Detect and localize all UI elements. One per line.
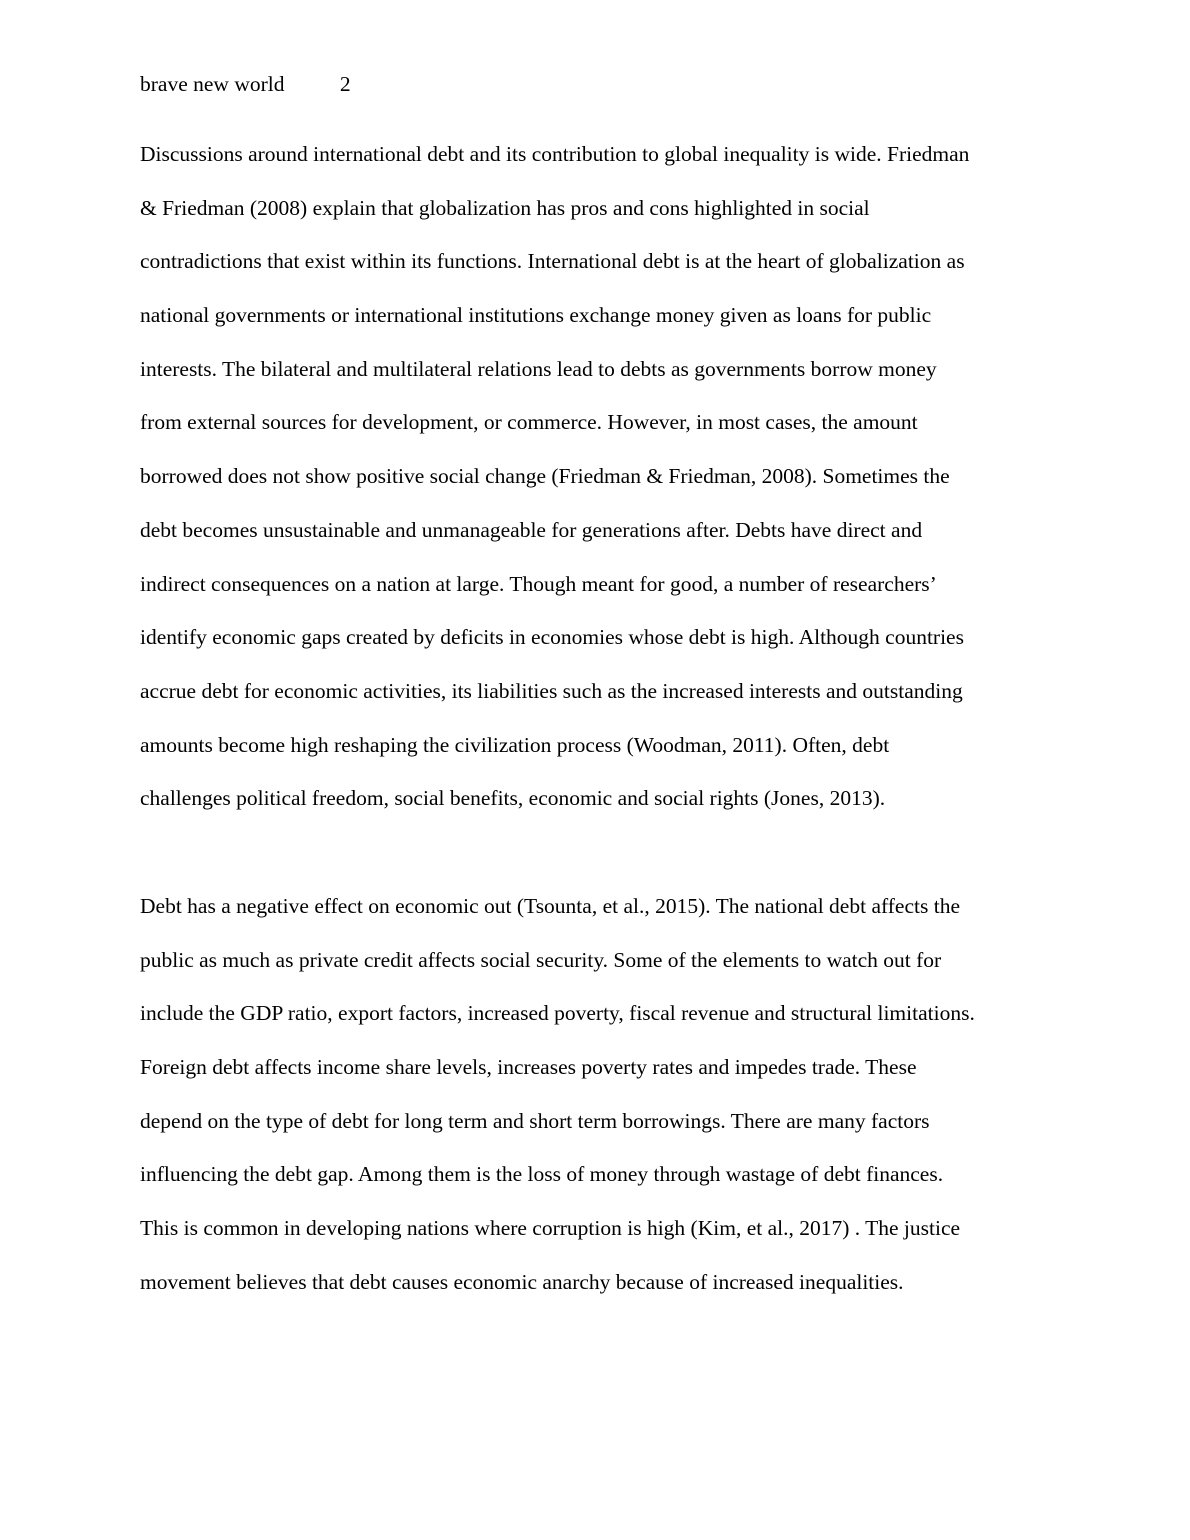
text-line: & Friedman (2008) explain that globalization has pros and cons highlighted in social [140, 195, 870, 220]
text-line: identify economic gaps created by deficits in economies whose debt is high. Although countries [140, 625, 964, 650]
running-title: brave new world [140, 72, 285, 96]
body-paragraph [140, 892, 1060, 1322]
text-line: depend on the type of debt for long term and short term borrowings. There are many factors [140, 1108, 930, 1133]
text-line: debt becomes unsustainable and unmanageable for generations after. Debts have direct and [140, 517, 923, 542]
body-paragraph [140, 140, 1060, 838]
text-line: national governments or international institutions exchange money given as loans for public [140, 303, 932, 328]
text-line: Discussions around international debt and its contribution to global inequality is wide. Friedman [140, 142, 970, 166]
text-line: public as much as private credit affects social security. Some of the elements to watch out for [140, 947, 942, 972]
text-line: challenges political freedom, social benefits, economic and social rights (Jones, 2013). [140, 786, 886, 811]
text-line: influencing the debt gap. Among them is the loss of money through wastage of debt finances. [140, 1162, 944, 1187]
text-line: from external sources for development, or commerce. However, in most cases, the amount [140, 410, 918, 435]
text-line: interests. The bilateral and multilateral relations lead to debts as governments borrow money [140, 356, 937, 381]
text-line: contradictions that exist within its functions. International debt is at the heart of globalization as [140, 249, 965, 274]
text-line: borrowed does not show positive social change (Friedman & Friedman, 2008). Sometimes the [140, 464, 950, 489]
text-line: movement believes that debt causes economic anarchy because of increased inequalities. [140, 1269, 904, 1294]
text-line: indirect consequences on a nation at large. Though meant for good, a number of researchers’ [140, 571, 937, 596]
text-line: This is common in developing nations where corruption is high (Kim, et al., 2017) . The justice [140, 1216, 961, 1241]
text-line: Debt has a negative effect on economic out (Tsounta, et al., 2015). The national debt affects the [140, 894, 960, 918]
text-line: Foreign debt affects income share levels, increases poverty rates and impedes trade. These [140, 1055, 917, 1080]
running-head [140, 70, 351, 98]
text-line: amounts become high reshaping the civilization process (Woodman, 2011). Often, debt [140, 732, 890, 757]
page-number: 2 [339, 72, 351, 96]
text-line: accrue debt for economic activities, its liabilities such as the increased interests and outstanding [140, 678, 963, 703]
text-line: include the GDP ratio, export factors, increased poverty, fiscal revenue and structural limitations. [140, 1001, 975, 1026]
